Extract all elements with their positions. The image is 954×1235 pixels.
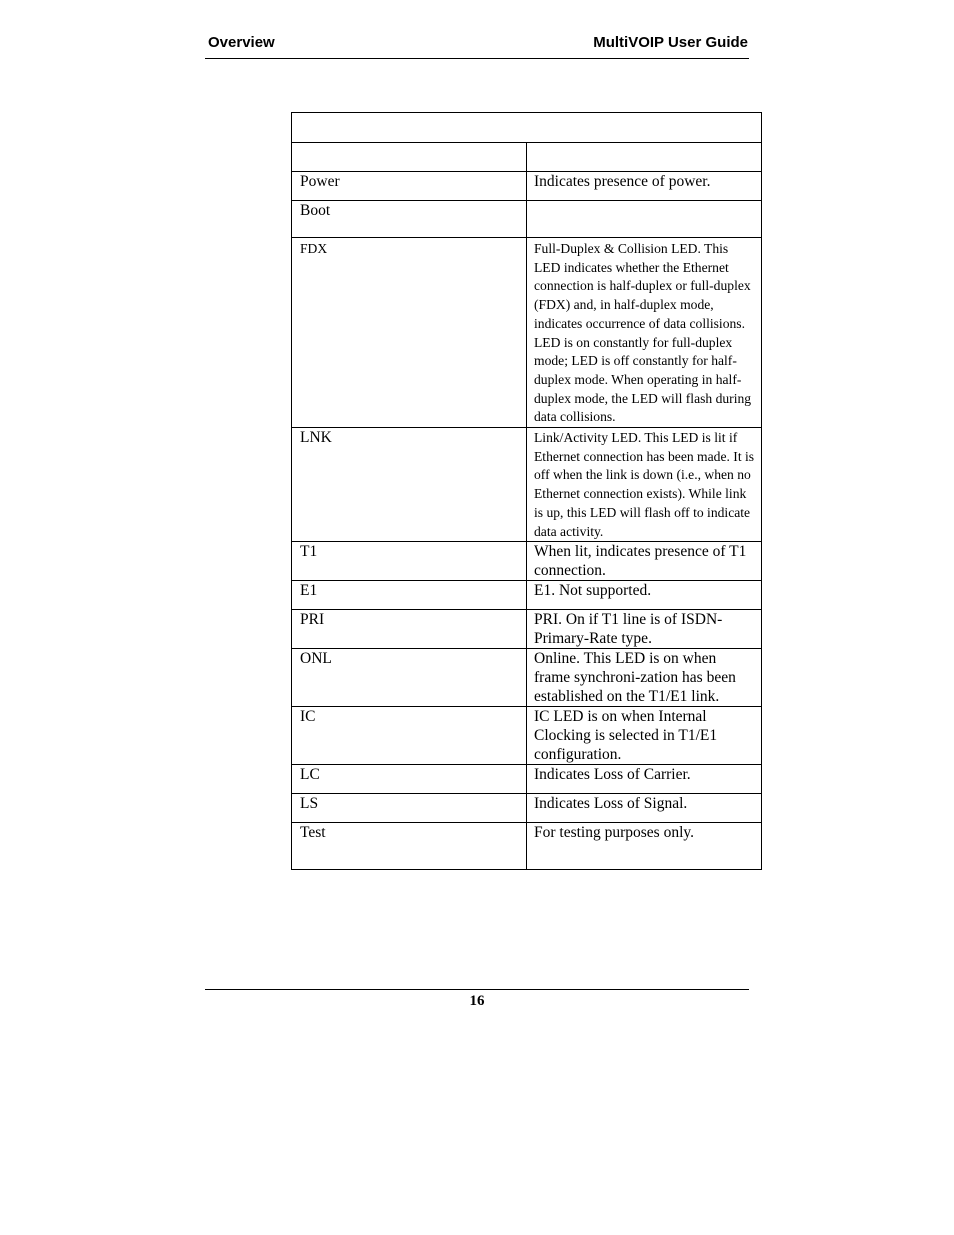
led-name: LS bbox=[292, 794, 527, 823]
led-name-text: FDX bbox=[300, 241, 328, 256]
led-description: IC LED is on when Internal Clocking is selected in T1/E1 configuration. bbox=[527, 707, 762, 765]
table-row bbox=[292, 610, 762, 649]
led-description bbox=[527, 428, 762, 542]
table-row bbox=[292, 581, 762, 610]
table-row bbox=[292, 428, 762, 542]
led-description-text: Link/Activity LED. This LED is lit if Ethernet connection has been made. It is off when the link is down (i.e., when no Ethernet connection exists). While link is up, this LED will flash off to indicate data activity. bbox=[534, 430, 755, 539]
table-caption-row bbox=[292, 113, 762, 143]
led-description: Indicates presence of power. bbox=[527, 172, 762, 201]
led-description: Indicates Loss of Carrier. bbox=[527, 765, 762, 794]
column-header-led bbox=[292, 143, 527, 172]
led-description bbox=[527, 201, 762, 238]
led-description-table bbox=[291, 112, 762, 870]
led-name: T1 bbox=[292, 542, 527, 581]
led-name: Power bbox=[292, 172, 527, 201]
page-number: 16 bbox=[469, 993, 485, 1009]
footer-rule bbox=[205, 989, 749, 990]
led-description: Online. This LED is on when frame synchroni-zation has been established on the T1/E1 link. bbox=[527, 649, 762, 707]
table-row bbox=[292, 238, 762, 428]
led-description: When lit, indicates presence of T1 connection. bbox=[527, 542, 762, 581]
table-row bbox=[292, 823, 762, 870]
led-description: E1. Not supported. bbox=[527, 581, 762, 610]
led-name: Boot bbox=[292, 201, 527, 238]
led-name: PRI bbox=[292, 610, 527, 649]
led-name: LNK bbox=[292, 428, 527, 542]
led-name: Test bbox=[292, 823, 527, 870]
table-row bbox=[292, 707, 762, 765]
led-name: E1 bbox=[292, 581, 527, 610]
table-caption bbox=[292, 113, 762, 143]
column-header-description bbox=[527, 143, 762, 172]
table-row bbox=[292, 201, 762, 238]
table-row bbox=[292, 649, 762, 707]
led-description-text: Full-Duplex & Collision LED. This LED indicates whether the Ethernet connection is half-duplex or full-duplex (FDX) and, in half-duplex mode, indicates occurrence of data collisions. LED is on constantly for full-duplex mode; LED is off constantly for half-duplex mode. When operating in half-duplex mode, the LED will flash during data collisions. bbox=[534, 241, 752, 425]
led-name bbox=[292, 238, 527, 428]
header-rule bbox=[205, 58, 749, 59]
led-description bbox=[527, 238, 762, 428]
led-name: IC bbox=[292, 707, 527, 765]
running-header-title: MultiVOIP User Guide bbox=[593, 34, 748, 51]
led-name: ONL bbox=[292, 649, 527, 707]
table-row bbox=[292, 765, 762, 794]
table-row bbox=[292, 172, 762, 201]
table-row bbox=[292, 542, 762, 581]
led-description: PRI. On if T1 line is of ISDN-Primary-Rate type. bbox=[527, 610, 762, 649]
led-name: LC bbox=[292, 765, 527, 794]
led-description: Indicates Loss of Signal. bbox=[527, 794, 762, 823]
table-header-row bbox=[292, 143, 762, 172]
running-header-section: Overview bbox=[208, 34, 275, 51]
table-row bbox=[292, 794, 762, 823]
led-description: For testing purposes only. bbox=[527, 823, 762, 870]
